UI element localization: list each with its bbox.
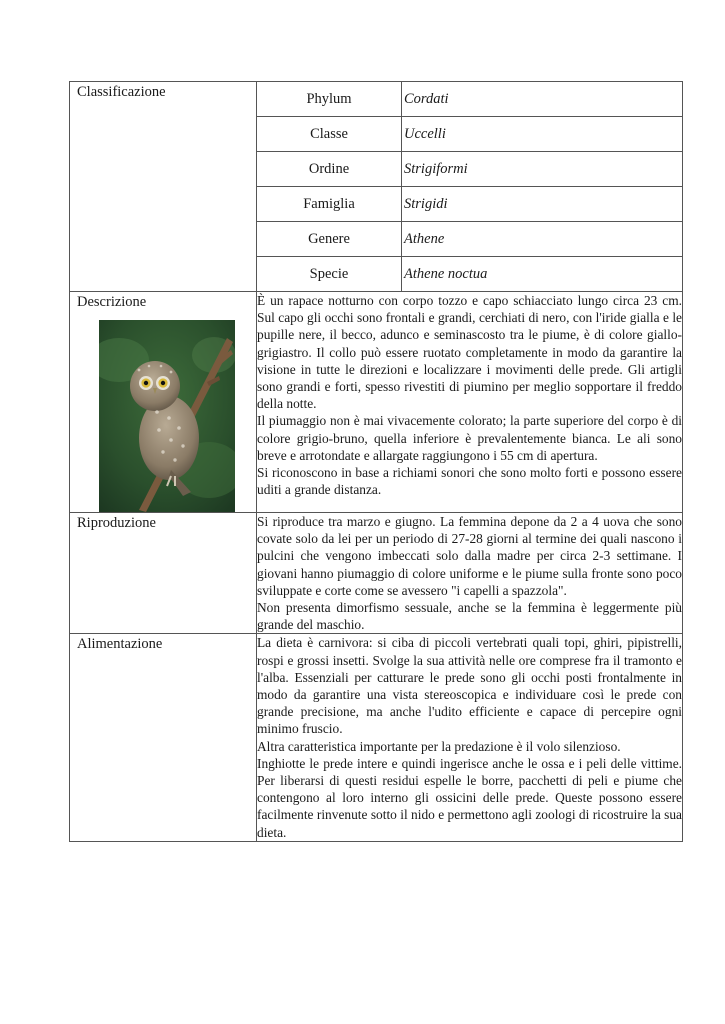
diet-paragraph: La dieta è carnivora: si ciba di piccoli vertebrati quali topi, ghiri, pipistrelli, rospi e grossi insetti. Svolge la sua attività nelle ore comprese fra il tramonto e l'alba. Essenziali per catturare le prede sono gli occhi posti frontalmente in modo da garantire una vista stereoscopica e individuare così le prede con grande precisione, ma anche l'udito efficiente e capace di percepire ogni minimo fruscio.	[257, 635, 682, 737]
description-label-cell	[70, 292, 257, 513]
owl-illustration	[99, 320, 235, 512]
diet-label: Alimentazione	[70, 634, 257, 841]
classification-label: Classificazione	[70, 82, 257, 292]
table-row	[257, 187, 682, 222]
specie-key: Specie	[257, 257, 402, 292]
description-paragraph: Il piumaggio non è mai vivacemente colorato; la parte superiore del corpo è di colore grigio-bruno, quella inferiore è prevalentemente bianca. Le ali sono breve e arrotondate e allargate raggiungono i 55 cm di apertura.	[257, 413, 682, 463]
reproduction-label: Riproduzione	[70, 513, 257, 634]
description-text	[257, 292, 683, 513]
reproduction-row	[70, 513, 683, 634]
species-table	[69, 81, 683, 842]
description-paragraph: È un rapace notturno con corpo tozzo e capo schiacciato lungo circa 23 cm. Sul capo gli occhi sono frontali e grandi, cerchiati di nero, con l'iride gialla e le pupille nere, il becco, adunco e seminascosto tra le piume, è di colore giallo-grigiastro. Il collo può essere ruotato completamente in modo da garantire la visione in tutte le direzioni e localizzare i movimenti delle prede. Gli artigli sono grandi e forti, spesso rivestiti di piumino per meglio sopportare il freddo della notte.	[257, 293, 682, 412]
specie-value: Athene noctua	[404, 265, 488, 282]
genere-key: Genere	[257, 222, 402, 257]
owl-photo	[99, 320, 235, 512]
diet-text	[257, 634, 683, 841]
famiglia-value: Strigidi	[402, 187, 683, 222]
table-row	[257, 117, 682, 152]
reproduction-text	[257, 513, 683, 634]
classification-table	[257, 82, 682, 291]
table-row	[257, 257, 682, 292]
genere-value: Athene	[402, 222, 683, 257]
phylum-key: Phylum	[257, 82, 402, 117]
classification-row	[70, 82, 683, 292]
reproduction-paragraph: Non presenta dimorfismo sessuale, anche se la femmina è leggermente più grande del maschio.	[257, 600, 682, 633]
diet-paragraph: Altra caratteristica importante per la predazione è il volo silenzioso.	[257, 738, 621, 754]
classification-content	[257, 82, 683, 292]
phylum-value: Cordati	[402, 82, 683, 117]
ordine-value: Strigiformi	[402, 152, 683, 187]
description-paragraph: Si riconoscono in base a richiami sonori che sono molto forti e possono essere uditi a grande distanza.	[257, 465, 682, 498]
ordine-key: Ordine	[257, 152, 402, 187]
description-label: Descrizione	[77, 294, 147, 310]
diet-row	[70, 634, 683, 841]
species-sheet	[69, 81, 682, 842]
diet-paragraph: Inghiotte le prede intere e quindi ingerisce anche le ossa e i peli delle vittime. Per liberarsi di questi residui espelle le borre, pacchetti di peli e piume che contengono al loro interno gli ossicini delle prede. Queste possono essere facilmente rinvenute sotto il nido e permettono agli zoologi di ricostruire la sua dieta.	[257, 755, 682, 840]
description-row	[70, 292, 683, 513]
classe-value: Uccelli	[402, 117, 683, 152]
table-row	[257, 222, 682, 257]
classe-key: Classe	[257, 117, 402, 152]
famiglia-key: Famiglia	[257, 187, 402, 222]
table-row	[257, 152, 682, 187]
table-row	[257, 82, 682, 117]
reproduction-paragraph: Si riproduce tra marzo e giugno. La femmina depone da 2 a 4 uova che sono covate solo da lei per un periodo di 27-28 giorni al termine dei quali nascono i pulcini che vengono imbeccati solo dalla madre per circa 2-3 settimane. I giovani hanno piumaggio di colore uniforme e le piume sulla fronte sono poco sviluppate e corte come se avessero "i capelli a spazzola".	[257, 514, 682, 598]
